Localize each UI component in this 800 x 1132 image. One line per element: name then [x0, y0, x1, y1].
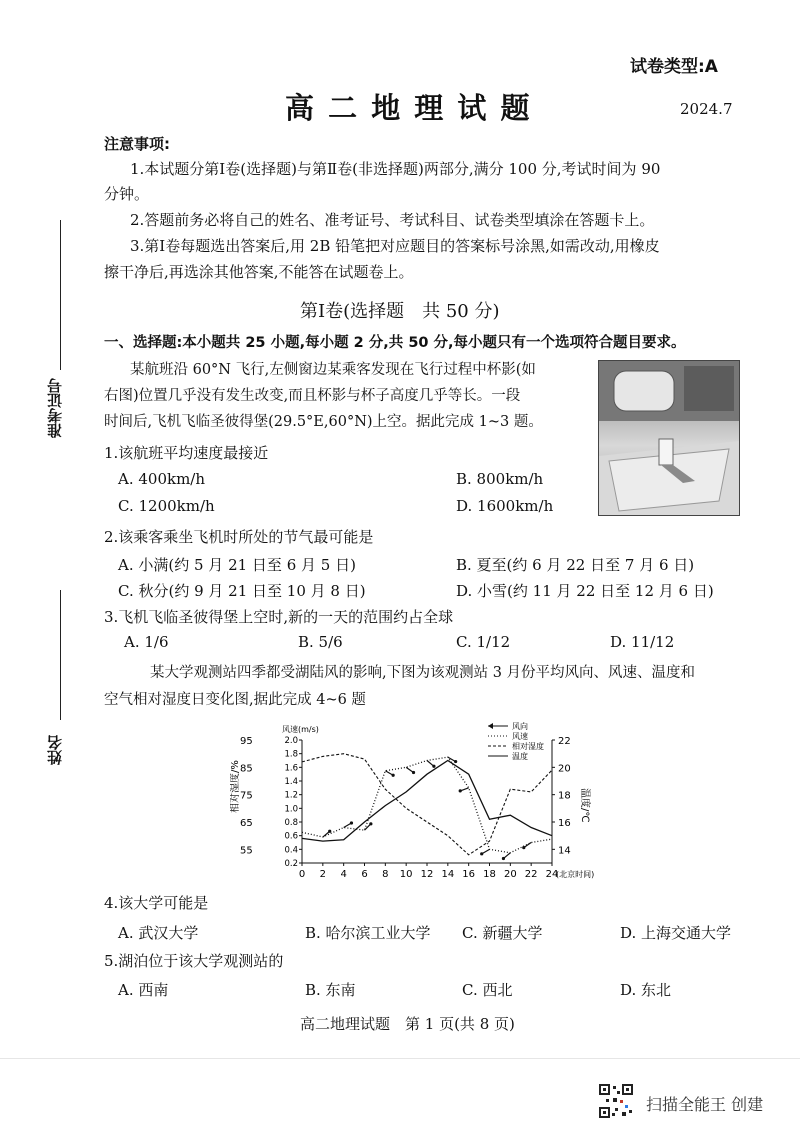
- speed-tick-label: 0.8: [284, 818, 298, 828]
- cup-shadow-photo: [598, 360, 740, 516]
- legend-arrowhead: [488, 723, 493, 729]
- speed-tick-label: 1.0: [284, 804, 298, 815]
- wind-direction-arrowhead: [432, 765, 435, 768]
- wind-direction-arrowhead: [392, 774, 395, 777]
- q3-option-d: D. 11/12: [610, 633, 675, 651]
- page-title: 高 二 地 理 试 题: [285, 91, 532, 125]
- speed-tick-label: 0.2: [284, 859, 298, 869]
- q3-option-c: C. 1/12: [456, 633, 511, 651]
- x-tick-label: 4: [340, 869, 347, 880]
- q1-option-d: D. 1600km/h: [456, 497, 554, 515]
- section-title: 第Ⅰ卷(选择题 共 50 分): [300, 301, 500, 322]
- q4-option-b: B. 哈尔滨工业大学: [305, 924, 431, 942]
- speed-axis-label: 风速(m/s): [282, 725, 319, 734]
- x-axis-label: (北京时间): [556, 870, 595, 879]
- binding-line-top: [60, 220, 61, 370]
- wind-direction-arrowhead: [412, 771, 415, 774]
- qr-code-icon: [598, 1083, 634, 1119]
- section-intro: 一、选择题:本小题共 25 小题,每小题 2 分,共 50 分,每小题只有一个选项符合题目要求。: [104, 335, 686, 351]
- speed-tick-label: 0.4: [284, 845, 298, 856]
- passage2-line2: 空气相对湿度日变化图,据此完成 4~6 题: [104, 692, 366, 708]
- q4-stem: 4.该大学可能是: [104, 894, 209, 912]
- wind-direction-arrowhead: [522, 846, 525, 849]
- legend-label: 风速: [512, 732, 528, 741]
- q2-option-b: B. 夏至(约 6 月 22 日至 7 月 6 日): [456, 556, 695, 574]
- wind-direction-arrowhead: [328, 830, 331, 833]
- name-label: 姓名: [46, 735, 64, 765]
- notice-item-2: 2.答题前务必将自己的姓名、准考证号、考试科目、试卷类型填涂在答题卡上。: [130, 211, 655, 229]
- q4-option-d: D. 上海交通大学: [620, 924, 732, 942]
- x-tick-label: 20: [503, 869, 517, 880]
- temp-tick-label: 20: [558, 763, 571, 775]
- x-tick-label: 24: [545, 869, 559, 880]
- passage1-line3: 时间后,飞机飞临圣彼得堡(29.5°E,60°N)上空。据此完成 1~3 题。: [104, 414, 543, 430]
- notice-heading: 注意事项:: [104, 135, 170, 153]
- x-tick-label: 0: [298, 869, 306, 880]
- binding-line-mid: [60, 590, 61, 720]
- page-footer: 高二地理试题 第 1 页(共 8 页): [300, 1015, 515, 1033]
- wind-direction-arrowhead: [350, 821, 353, 824]
- temp-tick-label: 16: [558, 818, 571, 829]
- passage2-line1: 某大学观测站四季都受湖陆风的影响,下图为该观测站 3 月份平均风向、风速、温度和: [150, 665, 696, 681]
- legend-label: 温度: [512, 752, 528, 761]
- temp-tick-label: 14: [558, 845, 571, 857]
- notice-item-3a: 3.第Ⅰ卷每题选出答案后,用 2B 铅笔把对应题目的答案标号涂黑,如需改动,用橡皮: [130, 237, 660, 255]
- speed-tick-label: 1.2: [284, 790, 298, 801]
- q1-stem: 1.该航班平均速度最接近: [104, 444, 269, 462]
- wind-direction-arrowhead: [454, 760, 457, 763]
- series-line-2: [302, 757, 552, 853]
- q3-option-b: B. 5/6: [298, 633, 343, 651]
- humidity-tick-label: 55: [240, 845, 253, 857]
- temp-axis-label: 温度/℃: [579, 788, 590, 823]
- exam-date: 2024.7: [680, 100, 733, 118]
- temp-tick-label: 18: [558, 790, 571, 802]
- notice-item-1a: 1.本试题分第Ⅰ卷(选择题)与第Ⅱ卷(非选择题)两部分,满分 100 分,考试时间为 90: [130, 160, 661, 178]
- wind-direction-arrowhead: [480, 852, 483, 855]
- x-tick-label: 12: [420, 869, 434, 880]
- speed-tick-label: 2.0: [284, 736, 298, 746]
- q5-option-d: D. 东北: [620, 981, 672, 999]
- q1-option-a: A. 400km/h: [118, 470, 206, 488]
- x-tick-label: 2: [319, 869, 327, 880]
- q2-option-d: D. 小雪(约 11 月 22 日至 12 月 6 日): [456, 582, 714, 600]
- humidity-tick-label: 85: [240, 763, 253, 775]
- q5-stem: 5.湖泊位于该大学观测站的: [104, 952, 284, 970]
- humidity-tick-label: 65: [240, 818, 253, 829]
- q5-option-a: A. 西南: [118, 981, 169, 999]
- q3-stem: 3.飞机飞临圣彼得堡上空时,新的一天的范围约占全球: [104, 608, 454, 626]
- passage1-line2: 右图)位置几乎没有发生改变,而且杯影与杯子高度几乎等长。一段: [104, 388, 521, 404]
- wind-direction-arrowhead: [459, 789, 462, 792]
- x-tick-label: 8: [382, 869, 389, 880]
- x-tick-label: 16: [462, 869, 476, 880]
- q5-option-c: C. 西北: [462, 981, 513, 999]
- wind-direction-arrowhead: [502, 857, 505, 860]
- legend-label: 风向: [512, 722, 528, 731]
- scanner-watermark: 扫描全能王 创建: [646, 1095, 764, 1114]
- notice-item-1b: 分钟。: [104, 185, 150, 203]
- q2-option-c: C. 秋分(约 9 月 21 日至 10 月 8 日): [118, 582, 366, 600]
- q1-option-b: B. 800km/h: [456, 470, 544, 488]
- x-tick-label: 14: [441, 869, 455, 880]
- x-tick-label: 6: [361, 869, 368, 880]
- q2-option-a: A. 小满(约 5 月 21 日至 6 月 5 日): [118, 556, 356, 574]
- q4-option-c: C. 新疆大学: [462, 924, 543, 942]
- humidity-axis-label: 相对湿度/%: [230, 760, 241, 813]
- q5-option-b: B. 东南: [305, 981, 356, 999]
- passage1-line1: 某航班沿 60°N 飞行,左侧窗边某乘客发现在飞行过程中杯影(如: [130, 362, 536, 378]
- speed-tick-label: 1.4: [284, 777, 298, 787]
- legend-label: 相对湿度: [512, 742, 544, 751]
- notice-item-3b: 擦干净后,再选涂其他答案,不能答在试题卷上。: [104, 263, 414, 281]
- speed-tick-label: 1.8: [284, 749, 298, 760]
- q3-option-a: A. 1/6: [124, 633, 169, 651]
- q1-option-c: C. 1200km/h: [118, 497, 215, 515]
- q4-option-a: A. 武汉大学: [118, 924, 199, 942]
- paper-type: 试卷类型:A: [630, 57, 718, 77]
- footer-divider: [0, 1058, 800, 1059]
- exam-id-label: 准考证号: [46, 378, 64, 438]
- wind-direction-arrowhead: [369, 822, 372, 825]
- q2-stem: 2.该乘客乘坐飞机时所处的节气最可能是: [104, 528, 374, 546]
- x-tick-label: 22: [524, 869, 538, 880]
- temp-tick-label: 22: [558, 736, 571, 747]
- humidity-tick-label: 95: [240, 736, 253, 747]
- speed-tick-label: 0.6: [284, 831, 298, 842]
- humidity-tick-label: 75: [240, 790, 253, 802]
- x-tick-label: 18: [483, 869, 496, 880]
- x-tick-label: 10: [399, 869, 413, 880]
- speed-tick-label: 1.6: [284, 763, 298, 774]
- daily-variation-chart: [230, 718, 610, 888]
